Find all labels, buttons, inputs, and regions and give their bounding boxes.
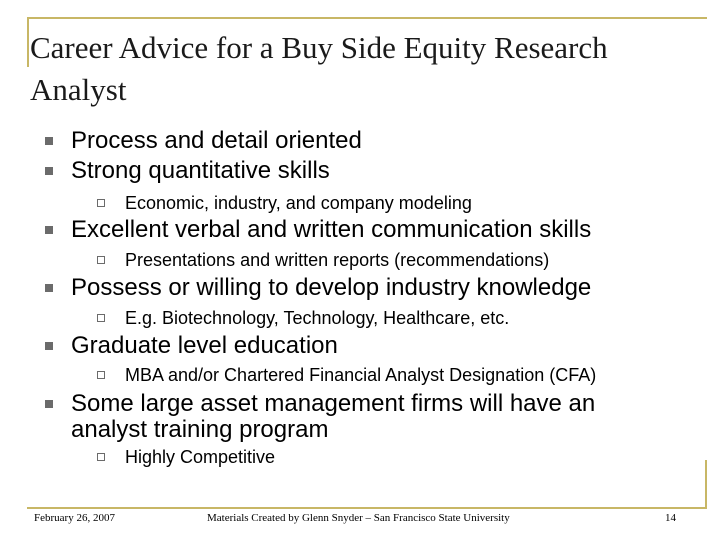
left-border-line — [27, 17, 29, 67]
square-bullet-icon — [45, 137, 53, 145]
square-bullet-icon — [45, 284, 53, 292]
hollow-square-bullet-icon — [97, 199, 105, 207]
bottom-border-line — [27, 507, 707, 509]
hollow-square-bullet-icon — [97, 453, 105, 461]
footer-credit: Materials Created by Glenn Snyder – San Francisco State University — [207, 512, 510, 524]
square-bullet-icon — [45, 342, 53, 350]
square-bullet-icon — [45, 167, 53, 175]
right-border-line — [705, 460, 707, 508]
bullet-item — [71, 333, 691, 359]
footer-date: February 26, 2007 — [34, 512, 115, 524]
sub-bullet-item — [125, 192, 695, 214]
sub-bullet-text: Presentations and written reports (recommendations) — [125, 250, 550, 270]
bullet-text: Possess or willing to develop industry knowledge — [71, 274, 592, 301]
bullet-item — [71, 391, 671, 443]
bullet-item — [71, 158, 691, 184]
bullet-text: Some large asset management firms will have an analyst training program — [71, 390, 596, 443]
bullet-text: Strong quantitative skills — [71, 157, 330, 184]
bullet-item — [71, 128, 691, 154]
top-border-line — [27, 17, 707, 19]
bullet-text: Excellent verbal and written communication skills — [71, 216, 592, 243]
sub-bullet-item — [125, 364, 695, 386]
bullet-item — [71, 217, 691, 243]
bullet-item — [71, 275, 691, 301]
bullet-text: Process and detail oriented — [71, 127, 362, 154]
square-bullet-icon — [45, 400, 53, 408]
sub-bullet-item — [125, 446, 695, 468]
slide-number: 14 — [665, 512, 676, 524]
sub-bullet-item — [125, 249, 695, 271]
sub-bullet-item — [125, 307, 695, 329]
bullet-text: Graduate level education — [71, 332, 338, 359]
hollow-square-bullet-icon — [97, 256, 105, 264]
sub-bullet-text: E.g. Biotechnology, Technology, Healthcare, etc. — [125, 308, 510, 328]
hollow-square-bullet-icon — [97, 371, 105, 379]
sub-bullet-text: Highly Competitive — [125, 447, 276, 467]
hollow-square-bullet-icon — [97, 314, 105, 322]
sub-bullet-text: Economic, industry, and company modeling — [125, 193, 472, 213]
sub-bullet-text: MBA and/or Chartered Financial Analyst Designation (CFA) — [125, 365, 597, 385]
slide-title: Career Advice for a Buy Side Equity Research Analyst — [30, 30, 608, 107]
square-bullet-icon — [45, 226, 53, 234]
